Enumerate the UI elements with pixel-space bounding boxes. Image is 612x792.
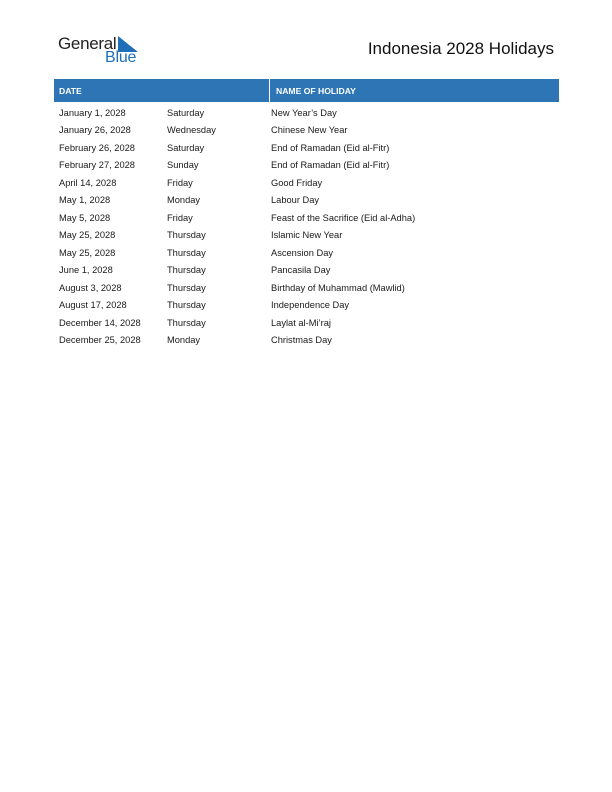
logo-text-blue: Blue xyxy=(105,49,137,66)
row-holiday-name: Labour Day xyxy=(271,195,320,206)
row-weekday: Saturday xyxy=(167,107,205,118)
row-holiday-name: End of Ramadan (Eid al-Fitr) xyxy=(271,160,390,171)
generalblue-logo xyxy=(58,34,148,68)
row-holiday-name: Islamic New Year xyxy=(271,230,343,241)
row-holiday-name: Birthday of Muhammad (Mawlid) xyxy=(271,282,405,293)
holiday-table xyxy=(54,79,559,349)
table-row xyxy=(54,192,559,210)
table-row xyxy=(54,262,559,280)
table-row xyxy=(54,139,559,157)
row-holiday-name: New Year’s Day xyxy=(271,107,337,118)
table-row xyxy=(54,332,559,350)
row-date: August 17, 2028 xyxy=(59,300,127,311)
row-date: May 5, 2028 xyxy=(59,212,111,223)
row-weekday: Thursday xyxy=(167,247,206,258)
logo-text-general: General xyxy=(58,34,117,53)
row-weekday: Thursday xyxy=(167,317,206,328)
header-date: DATE xyxy=(54,79,270,102)
row-holiday-name: Independence Day xyxy=(271,300,350,311)
row-date: August 3, 2028 xyxy=(59,282,122,293)
row-weekday: Monday xyxy=(167,335,201,346)
row-date: May 25, 2028 xyxy=(59,230,116,241)
row-weekday: Monday xyxy=(167,195,201,206)
table-row xyxy=(54,227,559,245)
row-date: April 14, 2028 xyxy=(59,177,117,188)
row-weekday: Sunday xyxy=(167,160,199,171)
row-date: February 26, 2028 xyxy=(59,142,135,153)
row-date: May 25, 2028 xyxy=(59,247,116,258)
table-row xyxy=(54,297,559,315)
row-holiday-name: Laylat al-Mi’raj xyxy=(271,317,331,328)
row-weekday: Thursday xyxy=(167,265,206,276)
table-body xyxy=(54,102,559,349)
row-holiday-name: Christmas Day xyxy=(271,335,332,346)
row-weekday: Friday xyxy=(167,177,193,188)
row-holiday-name: End of Ramadan (Eid al-Fitr) xyxy=(271,142,390,153)
row-holiday-name: Pancasila Day xyxy=(271,265,331,276)
table-row xyxy=(54,157,559,175)
row-date: June 1, 2028 xyxy=(59,265,113,276)
row-weekday: Saturday xyxy=(167,142,205,153)
document-title: Indonesia 2028 Holidays xyxy=(367,39,554,58)
row-date: December 25, 2028 xyxy=(59,335,141,346)
table-row xyxy=(54,174,559,192)
row-weekday: Thursday xyxy=(167,300,206,311)
row-weekday: Thursday xyxy=(167,230,206,241)
row-weekday: Thursday xyxy=(167,282,206,293)
row-date: December 14, 2028 xyxy=(59,317,141,328)
table-row xyxy=(54,279,559,297)
row-date: May 1, 2028 xyxy=(59,195,111,206)
table-row xyxy=(54,244,559,262)
table-row xyxy=(54,104,559,122)
table-row xyxy=(54,209,559,227)
row-holiday-name: Good Friday xyxy=(271,177,323,188)
row-holiday-name: Chinese New Year xyxy=(271,125,348,136)
table-header xyxy=(54,79,559,102)
table-row xyxy=(54,314,559,332)
header-holiday-name: NAME OF HOLIDAY xyxy=(276,85,356,96)
row-date: January 1, 2028 xyxy=(59,107,126,118)
row-date: February 27, 2028 xyxy=(59,160,135,171)
row-weekday: Friday xyxy=(167,212,193,223)
row-holiday-name: Feast of the Sacrifice (Eid al-Adha) xyxy=(271,212,416,223)
table-row xyxy=(54,122,559,140)
row-weekday: Wednesday xyxy=(167,125,216,136)
row-date: January 26, 2028 xyxy=(59,125,131,136)
row-holiday-name: Ascension Day xyxy=(271,247,334,258)
